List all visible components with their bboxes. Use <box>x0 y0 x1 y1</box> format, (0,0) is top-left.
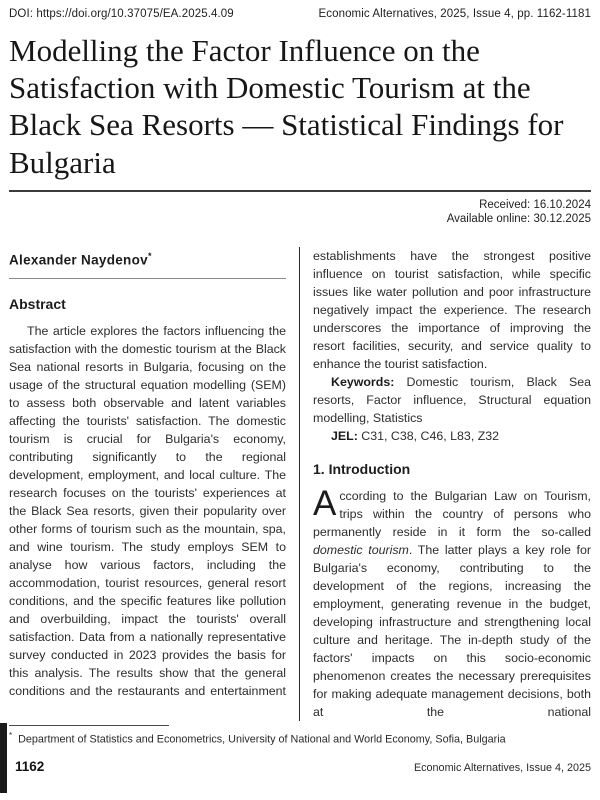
available-online-date: Available online: 30.12.2025 <box>446 213 591 226</box>
doi-link[interactable]: DOI: https://doi.org/10.37075/EA.2025.4.09 <box>9 8 234 20</box>
right-column <box>300 247 591 721</box>
introduction-paragraph <box>313 483 591 721</box>
abstract-continuation: establishments have the strongest positive influence on tourist satisfaction, while specific issues like water pollution and poor infrastructure negatively impact the experience. The research underscores the importance of improving the resort facilities, security, and service quality to enhance the tourist satisfaction. <box>313 248 591 371</box>
page-number: 1162 <box>15 759 45 775</box>
footnote-divider <box>9 725 169 726</box>
footnote-block <box>9 725 591 747</box>
keywords-label: Keywords: <box>331 374 395 389</box>
page-footer <box>9 759 591 774</box>
page-edge-bar <box>0 723 7 793</box>
journal-reference: Economic Alternatives, 2025, Issue 4, pp. 1162-1181 <box>318 8 591 20</box>
footnote-text <box>9 729 591 747</box>
jel-codes: C31, C38, C46, L83, Z32 <box>357 428 500 443</box>
dates-block <box>9 198 591 227</box>
received-date: Received: 16.10.2024 <box>479 198 591 211</box>
left-column <box>9 247 300 721</box>
paper-title: Modelling the Factor Influence on the Satisfaction with Domestic Tourism at the Black Sea Resorts — Statistical Findings for Bulgaria <box>9 33 564 180</box>
footnote-mark: * <box>9 730 13 740</box>
author-divider <box>9 278 286 279</box>
introduction-italic-term: domestic tourism <box>313 542 409 557</box>
abstract-heading: Abstract <box>9 296 66 313</box>
introduction-text-start: ccording to the Bulgarian Law on Tourism, trips within the country of persons who permanently reside in it form the so-called <box>313 488 591 539</box>
footer-journal-name: Economic Alternatives, Issue 4, 2025 <box>413 762 591 775</box>
page-header <box>9 8 591 20</box>
introduction-text-end: . The latter plays a key role for Bulgaria's economy, contributing to the development of the regions, increasing the employment, generating revenue in the budget, developing infrastructure and strengthening local culture and heritage. The in-depth study of the factors' impacts on this socio-economic phenomenon creates the necessary prerequisites for making adequate management decisions, both at the national <box>313 542 591 719</box>
jel-paragraph <box>313 427 591 445</box>
two-column-body <box>9 247 591 721</box>
dropcap-letter: A <box>313 483 337 523</box>
jel-label: JEL: <box>331 428 358 443</box>
author-name: Alexander Naydenov* <box>9 250 152 268</box>
title-divider <box>9 190 591 192</box>
introduction-heading: 1. Introduction <box>313 460 411 477</box>
keywords-text: Domestic tourism, Black Sea resorts, Factor influence, Structural equation modelling, Statistics <box>313 374 591 425</box>
footnote-affiliation: Department of Statistics and Econometrics, University of National and World Economy, Sofia, Bulgaria <box>18 733 506 746</box>
keywords-paragraph <box>313 373 591 427</box>
abstract-text: The article explores the factors influencing the satisfaction with the domestic tourism at the Black Sea national resorts in Bulgaria, focusing on the usage of the structural equation modelling (SEM) to assess both observable and latent variables affecting the tourists' satisfaction. The domestic tourism is crucial for Bulgaria's economy, contributing significantly to the regional development, employment, and local culture. The research focuses on the tourists' experiences at the Black Sea resorts, given their popularity over other forms of tourism such as the mountain, spa, and wine tourism. The study employs SEM to analyse how various factors, including the accommodation, tourist resources, general resort conditions, and the specific features like pollution and overbuilding, impact the tourists' overall satisfaction. Data from a nationally representative survey conducted in 2023 provides the basis for this analysis. The results show that the general conditions and the restaurants and entertainment <box>9 324 286 699</box>
author-footnote-mark: * <box>147 250 152 261</box>
